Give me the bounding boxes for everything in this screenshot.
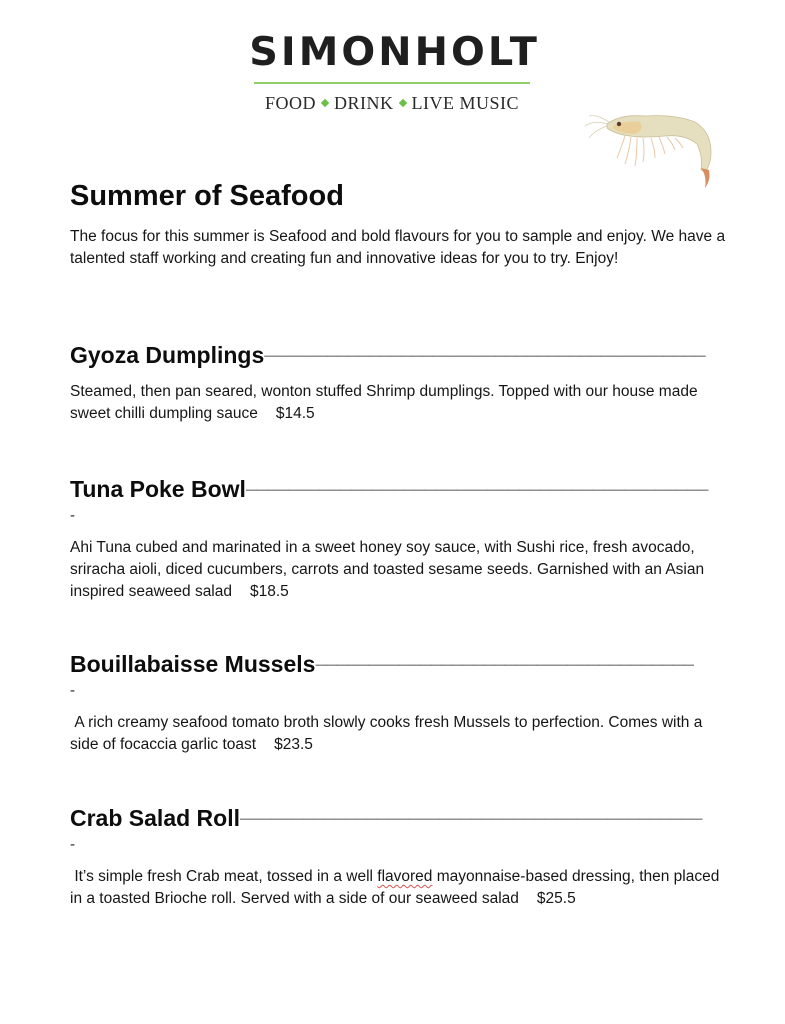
intro-paragraph: The focus for this summer is Seafood and bold flavours for you to sample and enjoy. We have a talented staff working and creating fun and innovative ideas for you to try. Enjoy! (70, 228, 726, 267)
menu-item-description: It’s simple fresh Crab meat, tossed in a well flavored mayonnaise-based dressing, then placed in a toasted Brioche roll. Served with a side of our seaweed salad $25.5 (70, 868, 724, 907)
wrapped-dash: - (70, 507, 75, 524)
dotted-leader: ———————————————————————————————————————————— (239, 813, 702, 825)
logo-wordmark: SIMONHOLT (249, 30, 540, 75)
diamond-icon (398, 99, 406, 107)
menu-item-crab-salad-roll (70, 803, 724, 910)
diamond-icon (321, 99, 329, 107)
intro-section (70, 176, 730, 270)
tagline-drink: DRINK (334, 93, 394, 113)
menu-item-price: $14.5 (275, 405, 315, 422)
tagline-live-music: LIVE MUSIC (411, 93, 519, 113)
menu-item-title: Crab Salad Roll———————————————————————————————————————————— (70, 805, 702, 831)
menu-item-price: $23.5 (274, 736, 313, 753)
menu-item-gyoza-dumplings (70, 340, 720, 425)
menu-item-description: A rich creamy seafood tomato broth slowly cooks fresh Mussels to perfection. Comes with a side of focaccia garlic toast $23.5 (70, 714, 707, 753)
logo-divider (254, 82, 530, 84)
menu-item-description: Steamed, then pan seared, wonton stuffed Shrimp dumplings. Topped with our house made sweet chilli dumpling sauce $14.5 (70, 383, 698, 422)
wrapped-dash: - (70, 836, 75, 853)
restaurant-logo (249, 30, 540, 114)
menu-item-title: Gyoza Dumplings—————————————————————————————————————————— (70, 342, 706, 368)
spellcheck-flagged-word: flavored (377, 868, 433, 885)
dotted-leader: ———————————————————————————————————————————— (245, 484, 708, 496)
page-title: Summer of Seafood (70, 180, 344, 212)
menu-item-price: $18.5 (250, 583, 289, 600)
tagline-food: FOOD (264, 93, 316, 113)
dotted-leader: ———————————————————————————————————— (315, 659, 694, 671)
menu-item-bouillabaisse-mussels (70, 649, 720, 756)
menu-item-description: Ahi Tuna cubed and marinated in a sweet honey soy sauce, with Sushi rice, fresh avocado, sriracha aioli, diced cucumbers, carrots and toasted sesame seeds. Garnished with an Asian inspired seaweed salad $18.5 (70, 539, 705, 600)
menu-item-title: Tuna Poke Bowl———————————————————————————————————————————— (70, 476, 708, 502)
menu-item-price: $25.5 (536, 890, 576, 907)
dotted-leader: —————————————————————————————————————————— (264, 350, 706, 362)
logo-tagline (252, 92, 532, 114)
wrapped-dash: - (70, 682, 75, 699)
menu-item-tuna-poke-bowl (70, 474, 720, 603)
menu-item-title: Bouillabaisse Mussels———————————————————————————————————— (70, 651, 694, 677)
